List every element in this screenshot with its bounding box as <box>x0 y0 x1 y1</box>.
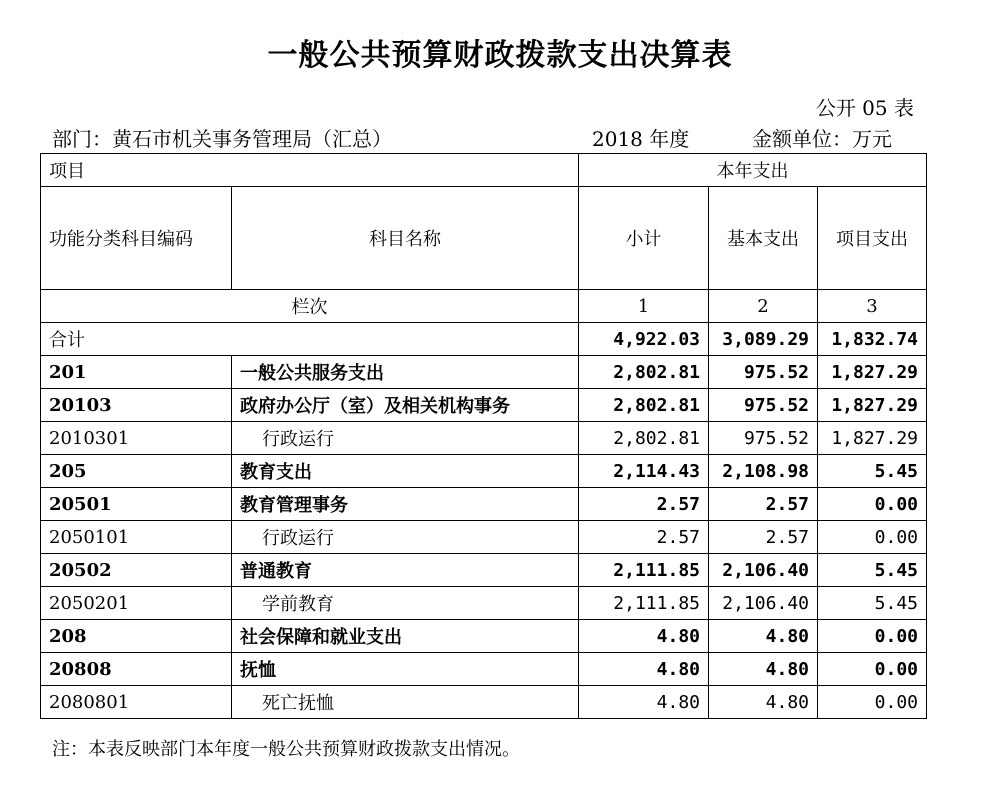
row-subtotal: 2.57 <box>579 488 709 521</box>
row-code: 208 <box>41 620 232 653</box>
header-project: 项目 <box>41 154 579 187</box>
column-index-row <box>41 290 927 323</box>
row-subtotal: 4.80 <box>579 686 709 719</box>
row-code: 205 <box>41 455 232 488</box>
report-title: 一般公共预算财政拨款支出决算表 <box>267 38 733 73</box>
header-row-1 <box>41 154 927 187</box>
row-subtotal: 4.80 <box>579 653 709 686</box>
row-project: 1,827.29 <box>818 422 927 455</box>
row-basic: 2.57 <box>709 521 818 554</box>
table-row <box>41 686 927 719</box>
row-basic: 975.52 <box>709 422 818 455</box>
row-name: 行政运行 <box>232 521 579 554</box>
row-basic: 975.52 <box>709 356 818 389</box>
amount-unit: 金额单位：万元 <box>752 127 892 151</box>
row-name: 抚恤 <box>232 653 579 686</box>
row-code: 20501 <box>41 488 232 521</box>
row-subtotal: 2,802.81 <box>579 356 709 389</box>
table-row <box>41 554 927 587</box>
row-name: 普通教育 <box>232 554 579 587</box>
row-code: 20808 <box>41 653 232 686</box>
col-index-2: 2 <box>709 290 818 323</box>
row-subtotal: 4.80 <box>579 620 709 653</box>
table-row <box>41 653 927 686</box>
row-project: 0.00 <box>818 653 927 686</box>
expenditure-table <box>40 153 927 719</box>
row-project: 0.00 <box>818 488 927 521</box>
row-project: 5.45 <box>818 455 927 488</box>
col-index-3: 3 <box>818 290 927 323</box>
row-basic: 2.57 <box>709 488 818 521</box>
row-basic: 4.80 <box>709 686 818 719</box>
row-project: 0.00 <box>818 686 927 719</box>
header-subtotal: 小计 <box>579 187 709 290</box>
row-name: 教育管理事务 <box>232 488 579 521</box>
header-current-year-expense: 本年支出 <box>579 154 927 187</box>
header-project-expense: 项目支出 <box>818 187 927 290</box>
table-row <box>41 620 927 653</box>
row-basic: 975.52 <box>709 389 818 422</box>
table-row <box>41 455 927 488</box>
row-subtotal: 2.57 <box>579 521 709 554</box>
row-basic: 2,106.40 <box>709 587 818 620</box>
row-name: 学前教育 <box>232 587 579 620</box>
table-row <box>41 488 927 521</box>
row-project: 5.45 <box>818 554 927 587</box>
header-code: 功能分类科目编码 <box>41 187 232 290</box>
row-name: 行政运行 <box>232 422 579 455</box>
row-project: 0.00 <box>818 521 927 554</box>
row-name: 教育支出 <box>232 455 579 488</box>
row-code: 2080801 <box>41 686 232 719</box>
row-basic: 2,108.98 <box>709 455 818 488</box>
row-name: 死亡抚恤 <box>232 686 579 719</box>
total-basic: 3,089.29 <box>709 323 818 356</box>
row-subtotal: 2,802.81 <box>579 389 709 422</box>
row-basic: 2,106.40 <box>709 554 818 587</box>
row-name: 一般公共服务支出 <box>232 356 579 389</box>
row-basic: 4.80 <box>709 653 818 686</box>
row-name: 社会保障和就业支出 <box>232 620 579 653</box>
total-row <box>41 323 927 356</box>
column-label: 栏次 <box>41 290 579 323</box>
row-project: 1,827.29 <box>818 389 927 422</box>
footnote: 注：本表反映部门本年度一般公共预算财政拨款支出情况。 <box>52 739 520 760</box>
row-subtotal: 2,111.85 <box>579 554 709 587</box>
header-basic: 基本支出 <box>709 187 818 290</box>
header-name: 科目名称 <box>232 187 579 290</box>
total-label: 合计 <box>41 323 579 356</box>
row-code: 2010301 <box>41 422 232 455</box>
header-row-2 <box>41 187 927 290</box>
row-code: 20502 <box>41 554 232 587</box>
row-code: 2050101 <box>41 521 232 554</box>
row-project: 5.45 <box>818 587 927 620</box>
table-row <box>41 389 927 422</box>
col-index-1: 1 <box>579 290 709 323</box>
total-subtotal: 4,922.03 <box>579 323 709 356</box>
row-project: 1,827.29 <box>818 356 927 389</box>
row-subtotal: 2,114.43 <box>579 455 709 488</box>
row-project: 0.00 <box>818 620 927 653</box>
table-row <box>41 422 927 455</box>
total-project: 1,832.74 <box>818 323 927 356</box>
row-code: 201 <box>41 356 232 389</box>
table-row <box>41 521 927 554</box>
table-row <box>41 587 927 620</box>
row-subtotal: 2,802.81 <box>579 422 709 455</box>
form-number: 公开 05 表 <box>815 96 914 120</box>
department-label: 部门：黄石市机关事务管理局（汇总） <box>52 127 392 151</box>
row-code: 20103 <box>41 389 232 422</box>
row-code: 2050201 <box>41 587 232 620</box>
row-basic: 4.80 <box>709 620 818 653</box>
row-name: 政府办公厅（室）及相关机构事务 <box>232 389 579 422</box>
table-row <box>41 356 927 389</box>
fiscal-year: 2018 年度 <box>592 127 690 151</box>
row-subtotal: 2,111.85 <box>579 587 709 620</box>
